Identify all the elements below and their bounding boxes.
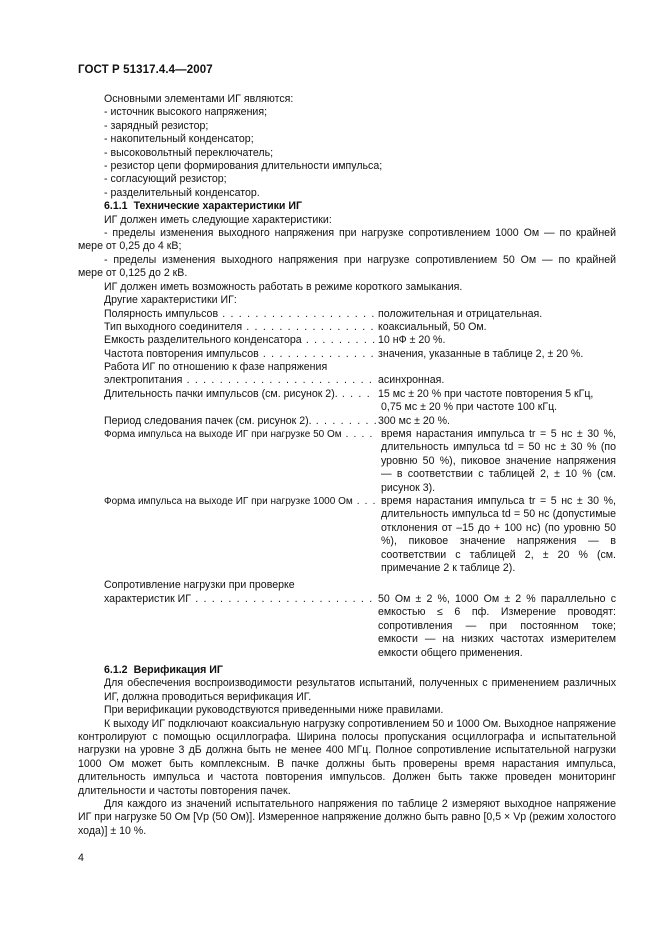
spec-row — [78, 348, 616, 361]
spec-row — [78, 374, 616, 387]
paragraph-line: мере от 0,25 до 4 кВ; — [78, 240, 182, 253]
paragraph-line: - пределы изменения выходного напряжения при нагрузке сопротивлением 1000 Ом — по крайней — [104, 227, 616, 240]
paragraph: При верификации руководствуются приведенными ниже правилами. — [104, 704, 444, 717]
spec-value: значения, указанные в таблице 2, ± 20 %. — [378, 347, 584, 360]
spec-row — [78, 415, 616, 428]
spec-value: коаксиальный, 50 Ом. — [378, 320, 487, 333]
section-heading-6-1-2 — [78, 664, 616, 677]
spec-row — [78, 428, 616, 495]
spec-row — [78, 361, 616, 374]
spec-row — [78, 321, 616, 334]
list-item: - источник высокого напряжения; — [104, 106, 268, 119]
section-title: Технические характеристики ИГ — [133, 200, 302, 213]
spec-value: 10 нФ ± 20 %. — [378, 334, 446, 347]
spec-label: Период следования пачек (см. рисунок 2). . . . — [104, 415, 376, 428]
spec-row — [78, 495, 616, 575]
spec-value: время нарастания импульса tr = 5 нс ± 30 %, длительность импульса td = 50 нс ± 30 % (по уровню 50 %), пиковое значение напряжения — в соответствии с таблицей 2, ± 10 % (см. рисунок 3). — [381, 428, 616, 494]
spec-label: Емкость разделительного конденсатора . . . — [104, 334, 376, 347]
spec-label: Тип выходного соединителя . . . — [104, 321, 376, 334]
section-lead: ИГ должен иметь следующие характеристики: — [104, 213, 332, 226]
spec-row — [78, 308, 616, 321]
paragraph: К выходу ИГ подключают коаксиальную нагрузку сопротивлением 50 и 1000 Ом. Выходное напряжение контролируют с помощью осциллографа. Ширина полосы пропускания осциллографа и испытательной нагрузки на уровне 3 дБ должна быть не менее 400 МГц. Полное сопротивление испытательной нагрузки 1000 Ом может быть комплексным. В пачке должны быть проверены время нарастания импульса, длительность импульса и частота повторения импульсов. Должен быть также проведен мониторинг длительности и частоты повторения пачек. — [78, 717, 616, 797]
section-number: 6.1.1 — [104, 200, 128, 213]
intro-lead: Основными элементами ИГ являются: — [104, 93, 294, 105]
spec-value: 15 мс ± 20 % при частоте повторения 5 кГц, — [378, 387, 594, 400]
section-number: 6.1.2 — [104, 663, 128, 676]
list-item: - разделительный конденсатор. — [104, 186, 260, 199]
page-number: 4 — [78, 852, 84, 864]
spec-value: положительная и отрицательная. — [378, 307, 543, 320]
paragraph: Для обеспечения воспроизводимости результатов испытаний, полученных с применением различных ИГ, должна проводиться верификация ИГ. — [104, 677, 616, 703]
page-body — [78, 93, 616, 838]
spec-row — [78, 334, 616, 347]
paragraph: Для каждого из значений испытательного напряжения по таблице 2 измеряют выходное напряжение ИГ при нагрузке 50 Ом [Vp (50 Ом)]. Измеренное напряжение должно быть равно [0,5 × Vp (режим холостого хода)] ± 10 %. — [78, 797, 616, 837]
list-item: - резистор цепи формирования длительности импульса; — [104, 160, 383, 173]
spec-list — [78, 308, 616, 660]
paragraph-line: мере от 0,125 до 2 кВ. — [78, 267, 188, 280]
spec-label: Частота повторения импульсов . . . — [104, 348, 376, 361]
section-heading-6-1-1 — [78, 200, 616, 213]
paragraph-line: - пределы изменения выходного напряжения при нагрузке сопротивлением 50 Ом — по крайней — [104, 253, 616, 266]
spec-label: электропитания . . . — [104, 374, 376, 387]
spec-row — [78, 593, 616, 660]
spec-label: Работа ИГ по отношению к фазе напряжения — [104, 361, 328, 374]
spec-label: Длительность пачки импульсов (см. рисунок 2). . . . — [104, 388, 376, 401]
section-title: Верификация ИГ — [133, 663, 223, 676]
list-item: - согласующий резистор; — [104, 173, 227, 186]
document-header: ГОСТ Р 51317.4.4—2007 — [78, 64, 213, 76]
spec-value: асинхронная. — [378, 374, 445, 387]
spec-row — [78, 388, 616, 401]
spec-label: Форма импульса на выходе ИГ при нагрузке 50 Ом . . . — [104, 428, 376, 441]
spec-value: 0,75 мс ± 20 % при частоте 100 кГц. — [381, 401, 558, 414]
spec-row — [78, 401, 616, 414]
paragraph: ИГ должен иметь возможность работать в режиме короткого замыкания. — [104, 280, 463, 293]
spec-label: Сопротивление нагрузки при проверке — [104, 579, 295, 592]
spec-value: 50 Ом ± 2 %, 1000 Ом ± 2 % параллельно с емкостью ≤ 6 пф. Измерение проводят: сопротивления — при постоянном токе; емкости — на низких частотах измерителем емкости общего применения. — [378, 592, 616, 659]
paragraph: Другие характеристики ИГ: — [104, 294, 237, 307]
spec-label: Полярность импульсов . . . — [104, 308, 376, 321]
list-item: - высоковольтный переключатель; — [104, 146, 274, 159]
spec-value: время нарастания импульса tr = 5 нс ± 30 %, длительность импульса td = 50 нс (допустимые отклонения от –15 до + 100 нс) (по уровню 50 %), пиковое значение напряжения — в соответствии с таблицей 2, ± 20 % (см. примечание 2 к таблице 2). — [381, 495, 616, 575]
list-item: - накопительный конденсатор; — [104, 133, 254, 146]
spec-row — [78, 579, 616, 592]
spec-value: 300 мс ± 20 %. — [378, 414, 450, 427]
elements-list — [78, 106, 616, 200]
spec-label: Форма импульса на выходе ИГ при нагрузке 1000 Ом . . . — [104, 495, 376, 508]
spec-label: характеристик ИГ . . . — [104, 593, 376, 606]
list-item: - зарядный резистор; — [104, 119, 209, 132]
